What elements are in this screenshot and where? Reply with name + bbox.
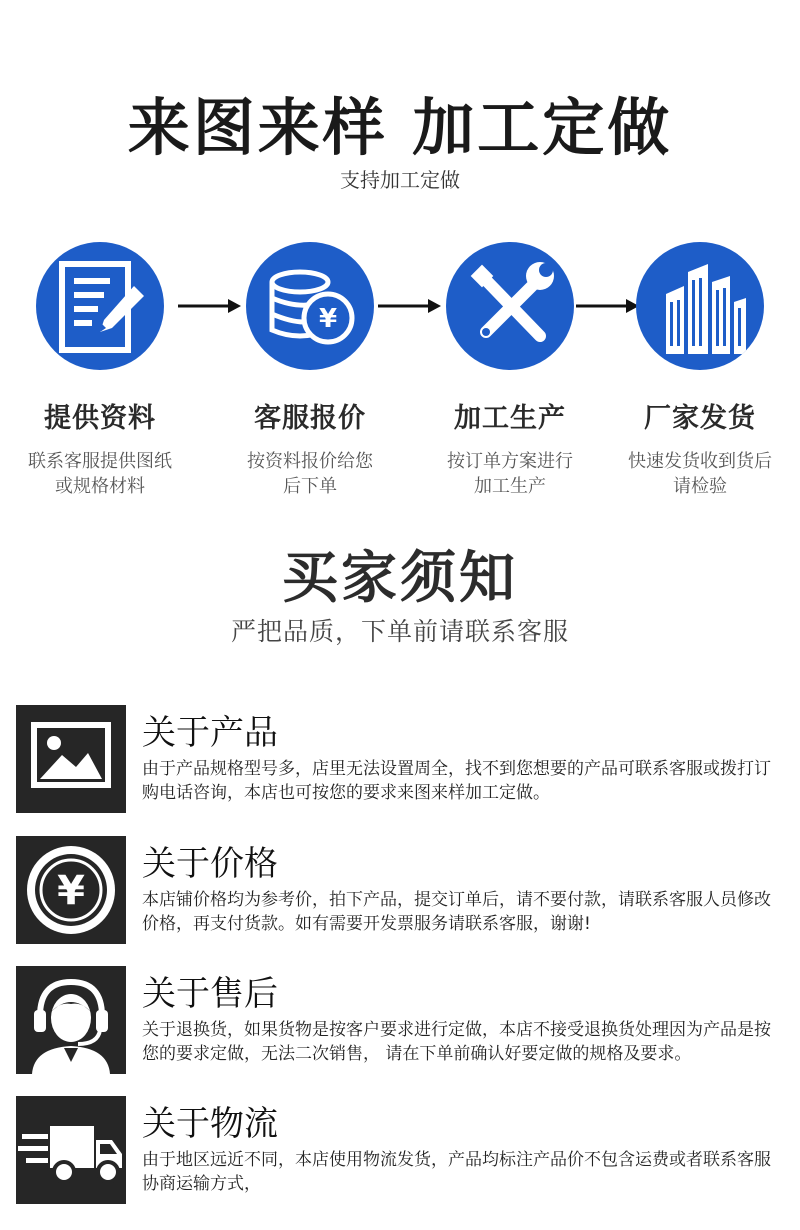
delivery-truck-icon bbox=[16, 1096, 126, 1204]
notice-heading: 关于售后 bbox=[142, 974, 278, 1014]
step-title: 厂家发货 bbox=[644, 403, 756, 434]
notice-heading: 关于产品 bbox=[142, 713, 278, 753]
notice-heading: 关于物流 bbox=[142, 1104, 278, 1144]
notice-title: 买家须知 bbox=[282, 546, 518, 611]
image-icon bbox=[16, 705, 126, 813]
step-description: 按资料报价给您 后下单 bbox=[247, 451, 373, 497]
wrench-screwdriver-icon bbox=[446, 242, 574, 370]
notice-after-sales bbox=[16, 966, 786, 1074]
step-quote bbox=[220, 242, 400, 499]
step-provide-materials bbox=[10, 242, 190, 499]
notice-text: 关于退换货，如果货物是按客户要求进行定做，本店不接受退换货处理因为产品是按您的要求定做，无法二次销售， 请在下单前确认好要定做的规格及要求。 bbox=[142, 1020, 771, 1064]
coins-yen-icon bbox=[246, 242, 374, 370]
step-title: 提供资料 bbox=[44, 403, 156, 434]
notice-text: 本店铺价格均为参考价，拍下产品，提交订单后，请不要付款，请联系客服人员修改价格，再支付货款。如有需要开发票服务请联系客服，谢谢! bbox=[142, 890, 771, 934]
svg-text:¥: ¥ bbox=[318, 304, 338, 334]
document-edit-icon bbox=[36, 242, 164, 370]
page-title: 来图来样 加工定做 bbox=[127, 91, 673, 164]
step-shipping bbox=[610, 242, 790, 499]
notice-logistics bbox=[16, 1096, 786, 1204]
notice-product bbox=[16, 705, 786, 813]
step-description: 快速发货收到货后 请检验 bbox=[628, 451, 772, 497]
notice-subtitle: 严把品质，下单前请联系客服 bbox=[230, 617, 569, 646]
step-production bbox=[420, 242, 600, 499]
factory-buildings-icon bbox=[636, 242, 764, 370]
page-subtitle: 支持加工定做 bbox=[340, 168, 460, 192]
yen-coin-icon bbox=[16, 836, 126, 944]
step-description: 联系客服提供图纸 或规格材料 bbox=[28, 451, 172, 497]
svg-text:¥: ¥ bbox=[57, 868, 85, 914]
customer-service-icon bbox=[16, 966, 126, 1074]
step-title: 加工生产 bbox=[454, 403, 566, 434]
step-description: 按订单方案进行 加工生产 bbox=[447, 451, 573, 497]
notice-price bbox=[16, 836, 786, 944]
notice-text: 由于地区远近不同，本店使用物流发货，产品均标注产品价不包含运费或者联系客服协商运输方式， bbox=[142, 1150, 771, 1194]
notice-text: 由于产品规格型号多，店里无法设置周全，找不到您想要的产品可联系客服或拨打订购电话咨询，本店也可按您的要求来图来样加工定做。 bbox=[142, 759, 771, 803]
step-title: 客服报价 bbox=[254, 403, 366, 434]
notice-heading: 关于价格 bbox=[142, 844, 278, 884]
